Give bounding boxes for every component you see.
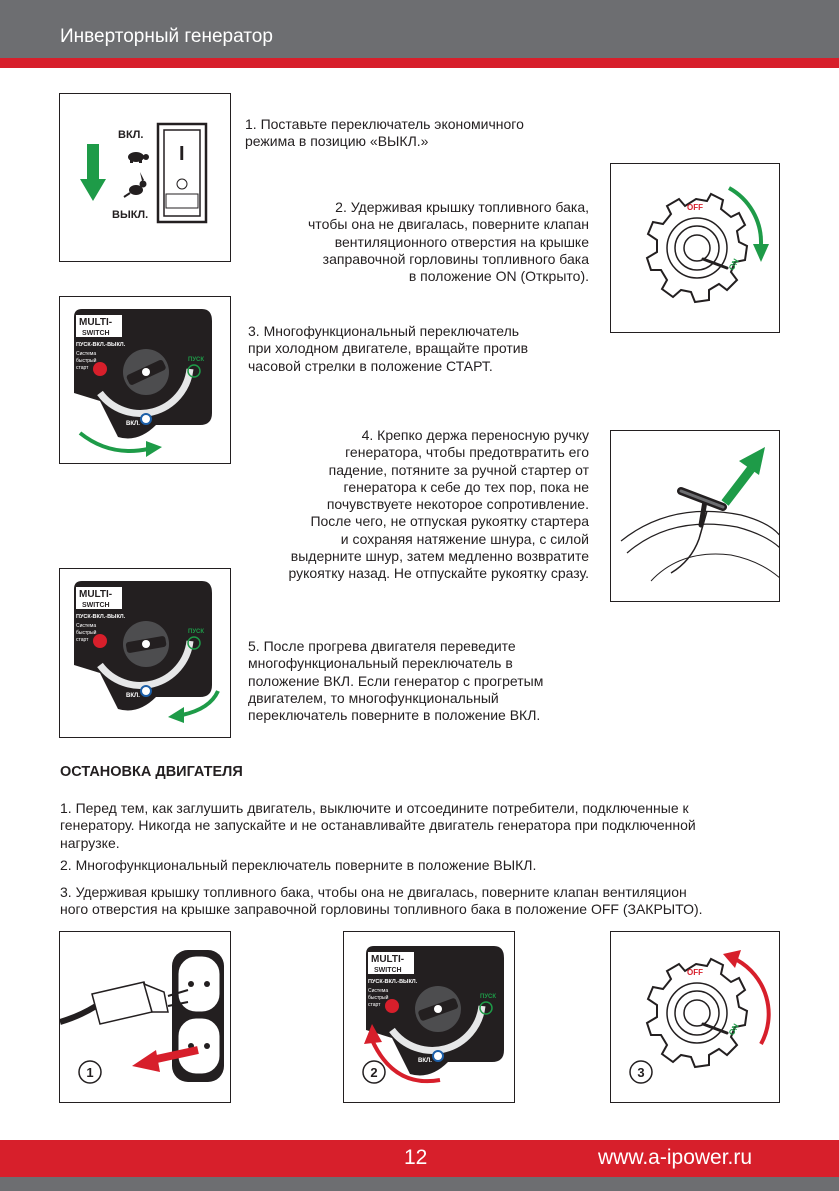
unplug-figure (59, 931, 231, 1103)
header-accent-bar (0, 58, 839, 68)
text-line: 2. Удерживая крышку топливного бака, (335, 199, 589, 215)
step-2-text (245, 199, 589, 285)
page-title: Инверторный генератор (60, 26, 273, 47)
text-line: выдерните шнур, затем медленно возвратите (290, 548, 589, 565)
cap-on-label: ON (726, 257, 741, 272)
ms-line-1: Система (76, 623, 97, 629)
ms-on-label: ВКЛ. (126, 693, 140, 699)
multiswitch-start-figure (59, 296, 231, 464)
footer-gray-bar (0, 1177, 839, 1191)
ms-subtitle: ПУСК-ВКЛ.-ВЫКЛ. (76, 614, 126, 620)
step-1-text (245, 116, 524, 151)
ms-line-3: старт (76, 637, 89, 643)
ms-on-label: ВКЛ. (418, 1058, 432, 1064)
badge-3: 3 (637, 1065, 645, 1080)
text-line: 1. Перед тем, как заглушить двигатель, выключите и отсоедините потребители, подключенные к (60, 800, 689, 816)
stop-section-title: ОСТАНОВКА ДВИГАТЕЛЯ (60, 764, 243, 780)
text-line: почувствуете некоторое сопротивление. (326, 496, 589, 513)
text-line: многофункциональный переключатель в (248, 655, 513, 672)
ms-line-2: быстрый (76, 630, 97, 636)
page-footer (0, 1140, 839, 1191)
text-line: генератора к себе до тех пор, пока не (343, 478, 589, 495)
plug-icon (60, 982, 188, 1024)
badge-2: 2 (370, 1065, 378, 1080)
text-line: рукоятку назад. Не отпускайте рукоятку сразу. (288, 565, 589, 582)
text-line: при холодном двигателе, вращайте против (248, 340, 528, 357)
rocker-switch (158, 124, 206, 222)
page-number: 12 (404, 1146, 428, 1169)
rabbit-icon (124, 172, 147, 197)
text-line: переключатель поверните в положение ВКЛ. (248, 707, 541, 724)
text-line: положение ВКЛ. Если генератор с прогретым (248, 672, 544, 689)
turtle-icon (128, 152, 149, 163)
cap-off-label: OFF (687, 203, 703, 212)
ms-line-2: быстрый (368, 995, 389, 1001)
eco-on-label: ВКЛ. (118, 129, 144, 141)
ms-on-label: ВКЛ. (126, 421, 140, 427)
text-line: После чего, не отпуская рукоятку стартера (310, 513, 589, 530)
ms-subtitle: ПУСК-ВКЛ.-ВЫКЛ. (368, 979, 418, 985)
ms-line-3: старт (368, 1002, 381, 1008)
cap-on-label: ON (726, 1022, 741, 1037)
fuel-cap-close-figure (610, 931, 780, 1103)
text-line: генератору. Никогда не запускайте и не останавливайте двигатель генератора при подключенной (60, 817, 696, 834)
text-line: падение, потяните за ручной стартер от (328, 461, 589, 478)
text-line: часовой стрелки в положение СТАРТ. (248, 357, 493, 374)
ms-logo-bottom: SWITCH (374, 967, 402, 974)
step-5-text (248, 638, 543, 724)
ms-start-label: ПУСК (188, 357, 205, 363)
eco-switch-figure (59, 93, 231, 262)
text-line: двигателем, то многофункциональный (248, 689, 499, 706)
text-line: генератора, чтобы предотвратить его (345, 444, 589, 461)
ms-logo-bottom: SWITCH (82, 602, 110, 609)
text-line: 3. Многофункциональный переключатель (248, 323, 520, 339)
text-line: заправочной горловины топливного бака (322, 250, 589, 267)
text-line: 5. После прогрева двигателя переведите (248, 638, 516, 654)
step-3-text (248, 323, 528, 375)
ms-logo-bottom: SWITCH (82, 330, 110, 337)
stop-item-3 (60, 884, 703, 919)
text-line: 2. Многофункциональный переключатель поверните в положение ВЫКЛ. (60, 857, 537, 873)
step-4-text (226, 427, 589, 583)
text-line: 1. Поставьте переключатель экономичного (245, 116, 524, 132)
ms-logo-top: MULTI- (371, 954, 405, 965)
text-line: в положение ON (Открыто). (408, 268, 589, 285)
text-line: чтобы она не двигалась, поверните клапан (308, 216, 589, 233)
ms-subtitle: ПУСК-ВКЛ.-ВЫКЛ. (76, 342, 126, 348)
website-link[interactable]: www.a-ipower.ru (598, 1146, 753, 1169)
badge-1: 1 (86, 1065, 94, 1080)
green-down-arrow-icon (80, 144, 106, 201)
ms-start-label: ПУСК (480, 994, 497, 1000)
stop-item-2 (60, 857, 536, 874)
text-line: режима в позицию «ВЫКЛ.» (245, 133, 429, 150)
text-line: вентиляционного отверстия на крышке (334, 233, 589, 250)
red-counterclockwise-arrow-icon (737, 960, 769, 1044)
rocker-mark: I (179, 143, 185, 165)
green-up-arrow-icon (725, 469, 751, 503)
text-line: нагрузке. (60, 834, 120, 851)
starter-handle-icon (681, 491, 723, 525)
page-header (0, 0, 839, 58)
cap-off-label: OFF (687, 968, 703, 977)
text-line: 4. Крепко держа переносную ручку (361, 427, 589, 443)
text-line: ного отверстия на крышке заправочной горловины топливного бака в положение OFF (ЗАКРЫТО). (60, 901, 703, 918)
ms-line-1: Система (368, 988, 389, 994)
ms-logo-top: MULTI- (79, 317, 113, 328)
multiswitch-on-figure (59, 568, 231, 738)
eco-off-label: ВЫКЛ. (112, 209, 149, 221)
multiswitch-off-figure (343, 931, 515, 1103)
stop-item-1 (60, 800, 696, 852)
ms-logo-top: MULTI- (79, 589, 113, 600)
ms-start-label: ПУСК (188, 629, 205, 635)
ms-line-3: старт (76, 365, 89, 371)
fuel-cap-open-figure (610, 163, 780, 333)
recoil-starter-figure (610, 430, 780, 602)
text-line: и сохраняя натяжение шнура, с силой (340, 530, 589, 547)
text-line: 3. Удерживая крышку топливного бака, чтобы она не двигалась, поверните клапан вентиляцион (60, 884, 687, 900)
ms-line-2: быстрый (76, 358, 97, 364)
ms-line-1: Система (76, 351, 97, 357)
